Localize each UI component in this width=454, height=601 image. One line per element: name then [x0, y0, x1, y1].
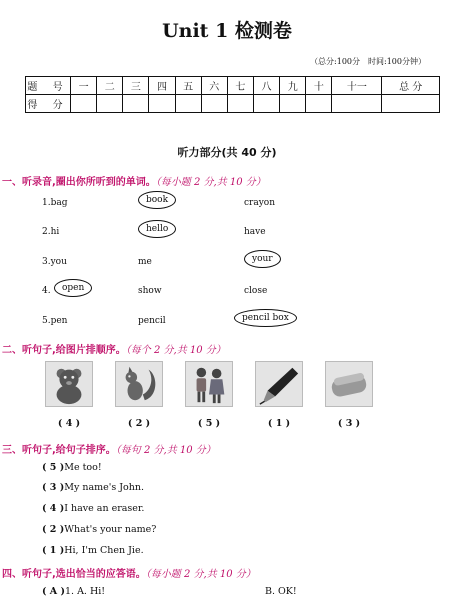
response-answer-mark[interactable]: ( A )	[42, 586, 65, 597]
word-option-c[interactable]: crayon	[244, 198, 276, 208]
score-table-score-row	[26, 95, 440, 113]
squirrel-icon	[115, 361, 163, 407]
section-2-title: 二、听句子,给图片排顺序。	[2, 345, 126, 356]
sentence-order-mark[interactable]: ( 2 )	[42, 524, 65, 535]
children-icon	[185, 361, 233, 407]
word-option-a-circled[interactable]: open	[54, 279, 92, 297]
score-row-label: 得 分	[26, 95, 71, 113]
section-1-note: （每小题 2 分,共 10 分）	[155, 177, 266, 188]
fountain-pen-icon	[255, 361, 303, 407]
word-option-a[interactable]: you	[50, 257, 67, 267]
score-col: 十	[306, 77, 332, 95]
section-3-heading	[2, 441, 216, 456]
score-cell[interactable]	[253, 95, 279, 113]
score-cell[interactable]	[382, 95, 440, 113]
score-table	[25, 76, 440, 113]
word-option-b-circled[interactable]: hello	[138, 220, 176, 238]
word-option-b[interactable]: me	[138, 257, 152, 267]
score-col: 九	[280, 77, 306, 95]
score-col: 四	[149, 77, 175, 95]
section-2-heading	[2, 341, 226, 356]
sentence-row	[42, 524, 156, 535]
item-number: 4.	[42, 286, 51, 296]
score-cell[interactable]	[71, 95, 97, 113]
bear-icon	[45, 361, 93, 407]
score-col: 八	[253, 77, 279, 95]
sentence-row	[42, 462, 102, 473]
word-option-c[interactable]: have	[244, 227, 266, 237]
picture-order-answer[interactable]: ( 2 )	[127, 418, 151, 429]
word-row-3	[42, 257, 67, 267]
sentence-text: Me too!	[64, 462, 102, 473]
item-number: 2.	[42, 227, 51, 237]
sentence-text: Hi, I'm Chen Jie.	[64, 545, 144, 556]
score-col: 一	[71, 77, 97, 95]
page-title: Unit 1 检测卷	[162, 20, 292, 42]
score-cell[interactable]	[123, 95, 149, 113]
score-col: 十一	[332, 77, 382, 95]
word-option-c[interactable]: close	[244, 286, 268, 296]
sentence-text: I have an eraser.	[64, 503, 145, 514]
response-option-b[interactable]: B. OK!	[265, 586, 297, 597]
pencil-case-icon	[325, 361, 373, 407]
word-row-5	[42, 316, 67, 326]
response-row	[42, 586, 105, 597]
picture-order-answer[interactable]: ( 4 )	[57, 418, 81, 429]
score-cell[interactable]	[306, 95, 332, 113]
sentence-order-mark[interactable]: ( 4 )	[42, 503, 65, 514]
item-number: 5.	[42, 316, 51, 326]
section-1-heading	[2, 173, 266, 188]
section-4-title: 四、听句子,选出恰当的应答语。	[2, 569, 146, 580]
score-cell[interactable]	[149, 95, 175, 113]
sentence-order-mark[interactable]: ( 1 )	[42, 545, 65, 556]
section-3-title: 三、听句子,给句子排序。	[2, 445, 116, 456]
score-row-label: 题 号	[26, 77, 71, 95]
score-col: 总 分	[382, 77, 440, 95]
score-col: 三	[123, 77, 149, 95]
picture-order-answer[interactable]: ( 1 )	[267, 418, 291, 429]
score-cell[interactable]	[175, 95, 201, 113]
sentence-row	[42, 545, 144, 556]
word-option-b-circled[interactable]: book	[138, 191, 176, 209]
score-cell[interactable]	[332, 95, 382, 113]
sentence-text: My name's John.	[64, 482, 145, 493]
word-row-2	[42, 227, 59, 237]
score-table-header-row	[26, 77, 440, 95]
score-cell[interactable]	[227, 95, 253, 113]
section-4-heading	[2, 565, 256, 580]
word-row-1	[42, 198, 67, 208]
score-col: 七	[227, 77, 253, 95]
section-4-note: （每小题 2 分,共 10 分）	[145, 569, 256, 580]
score-cell[interactable]	[280, 95, 306, 113]
score-cell[interactable]	[97, 95, 123, 113]
word-option-c-circled[interactable]: pencil box	[234, 309, 297, 327]
score-cell[interactable]	[201, 95, 227, 113]
item-number: 1.	[42, 198, 51, 208]
picture-order-answer[interactable]: ( 5 )	[197, 418, 221, 429]
picture-order-answer[interactable]: ( 3 )	[337, 418, 361, 429]
sentence-order-mark[interactable]: ( 5 )	[42, 462, 65, 473]
response-option-a[interactable]: 1. A. Hi!	[64, 586, 106, 597]
sentence-text: What's your name?	[64, 524, 157, 535]
section-2-note: （每个 2 分,共 10 分）	[125, 345, 226, 356]
score-col: 二	[97, 77, 123, 95]
listening-heading: 听力部分(共 40 分)	[177, 146, 277, 159]
item-number: 3.	[42, 257, 51, 267]
sentence-row	[42, 503, 144, 514]
word-option-b[interactable]: show	[138, 286, 162, 296]
section-3-note: （每句 2 分,共 10 分）	[115, 445, 216, 456]
word-option-b[interactable]: pencil	[138, 316, 166, 326]
score-col: 五	[175, 77, 201, 95]
section-1-title: 一、听录音,圈出你所听到的单词。	[2, 177, 156, 188]
word-option-a[interactable]: hi	[50, 227, 60, 237]
word-option-a[interactable]: bag	[50, 198, 68, 208]
score-col: 六	[201, 77, 227, 95]
word-option-c-circled[interactable]: your	[244, 250, 281, 268]
word-row-4	[42, 286, 51, 296]
exam-meta: （总分:100分 时间:100分钟）	[310, 57, 426, 66]
sentence-order-mark[interactable]: ( 3 )	[42, 482, 65, 493]
word-option-a[interactable]: pen	[50, 316, 68, 326]
sentence-row	[42, 482, 144, 493]
